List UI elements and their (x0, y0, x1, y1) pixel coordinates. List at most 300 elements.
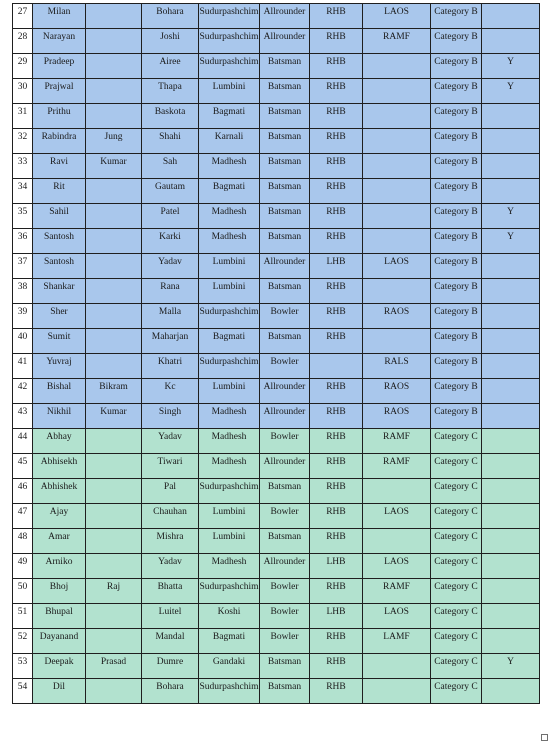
last-name-cell[interactable]: Bhatta (142, 579, 199, 604)
category-cell[interactable]: Category B (431, 229, 482, 254)
batting-style-cell[interactable]: RHB (310, 154, 363, 179)
role-cell[interactable]: Batsman (260, 154, 310, 179)
first-name-cell[interactable]: Bhoj (33, 579, 86, 604)
category-cell[interactable]: Category C (431, 529, 482, 554)
role-cell[interactable]: Batsman (260, 279, 310, 304)
flag-cell[interactable] (482, 29, 540, 54)
first-name-cell[interactable]: Abhisekh (33, 454, 86, 479)
flag-cell[interactable]: Y (482, 204, 540, 229)
table-row (13, 129, 540, 154)
province-cell[interactable]: Madhesh (199, 154, 260, 179)
batting-style-cell[interactable] (310, 354, 363, 379)
category-cell[interactable]: Category B (431, 329, 482, 354)
flag-cell[interactable] (482, 179, 540, 204)
last-name-cell[interactable]: Yadav (142, 554, 199, 579)
province-cell[interactable]: Lumbini (199, 529, 260, 554)
role-cell[interactable]: Allrounder (260, 254, 310, 279)
first-name-cell[interactable]: Yuvraj (33, 354, 86, 379)
province-cell[interactable]: Sudurpashchim (199, 4, 260, 29)
bowling-style-cell[interactable]: LAMF (363, 629, 431, 654)
province-cell[interactable]: Lumbini (199, 79, 260, 104)
role-cell[interactable]: Allrounder (260, 554, 310, 579)
role-cell[interactable]: Batsman (260, 229, 310, 254)
flag-cell[interactable] (482, 404, 540, 429)
category-cell[interactable]: Category B (431, 104, 482, 129)
middle-name-cell[interactable] (86, 329, 142, 354)
role-cell[interactable]: Allrounder (260, 404, 310, 429)
bowling-style-cell[interactable] (363, 229, 431, 254)
category-cell[interactable]: Category B (431, 354, 482, 379)
role-cell[interactable]: Allrounder (260, 454, 310, 479)
flag-cell[interactable] (482, 104, 540, 129)
flag-cell[interactable]: Y (482, 54, 540, 79)
category-cell[interactable]: Category C (431, 554, 482, 579)
flag-cell[interactable] (482, 454, 540, 479)
table-row (13, 554, 540, 579)
batting-style-cell[interactable]: RHB (310, 204, 363, 229)
batting-style-cell[interactable]: RHB (310, 404, 363, 429)
row-number-cell[interactable]: 32 (13, 129, 33, 154)
middle-name-cell[interactable]: Jung (86, 129, 142, 154)
role-cell[interactable]: Batsman (260, 54, 310, 79)
row-number-cell[interactable]: 51 (13, 604, 33, 629)
batting-style-cell[interactable]: RHB (310, 504, 363, 529)
flag-cell[interactable] (482, 554, 540, 579)
role-cell[interactable]: Bowler (260, 354, 310, 379)
flag-cell[interactable]: Y (482, 79, 540, 104)
flag-cell[interactable] (482, 629, 540, 654)
province-cell[interactable]: Madhesh (199, 229, 260, 254)
bowling-style-cell[interactable] (363, 679, 431, 704)
first-name-cell[interactable]: Deepak (33, 654, 86, 679)
bowling-style-cell[interactable] (363, 479, 431, 504)
role-cell[interactable]: Allrounder (260, 379, 310, 404)
last-name-cell[interactable]: Karki (142, 229, 199, 254)
last-name-cell[interactable]: Patel (142, 204, 199, 229)
middle-name-cell[interactable] (86, 504, 142, 529)
row-number-cell[interactable]: 46 (13, 479, 33, 504)
table-row (13, 4, 540, 29)
last-name-cell[interactable]: Mishra (142, 529, 199, 554)
role-cell[interactable]: Allrounder (260, 29, 310, 54)
row-number-cell[interactable]: 47 (13, 504, 33, 529)
province-cell[interactable]: Lumbini (199, 279, 260, 304)
flag-cell[interactable] (482, 329, 540, 354)
category-cell[interactable]: Category B (431, 129, 482, 154)
province-cell[interactable]: Lumbini (199, 504, 260, 529)
row-number-cell[interactable]: 39 (13, 304, 33, 329)
bowling-style-cell[interactable]: RAMF (363, 579, 431, 604)
last-name-cell[interactable]: Pal (142, 479, 199, 504)
last-name-cell[interactable]: Bohara (142, 679, 199, 704)
first-name-cell[interactable]: Sumit (33, 329, 86, 354)
flag-cell[interactable] (482, 154, 540, 179)
province-cell[interactable]: Karnali (199, 129, 260, 154)
role-cell[interactable]: Batsman (260, 79, 310, 104)
flag-cell[interactable] (482, 604, 540, 629)
first-name-cell[interactable]: Ravi (33, 154, 86, 179)
middle-name-cell[interactable]: Kumar (86, 404, 142, 429)
batting-style-cell[interactable]: RHB (310, 429, 363, 454)
row-number-cell[interactable]: 34 (13, 179, 33, 204)
row-number-cell[interactable]: 31 (13, 104, 33, 129)
row-number-cell[interactable]: 38 (13, 279, 33, 304)
first-name-cell[interactable]: Prajwal (33, 79, 86, 104)
category-cell[interactable]: Category B (431, 254, 482, 279)
row-number-cell[interactable]: 36 (13, 229, 33, 254)
province-cell[interactable]: Bagmati (199, 329, 260, 354)
category-cell[interactable]: Category C (431, 579, 482, 604)
middle-name-cell[interactable]: Kumar (86, 154, 142, 179)
province-cell[interactable]: Madhesh (199, 554, 260, 579)
row-number-cell[interactable]: 35 (13, 204, 33, 229)
table-row (13, 104, 540, 129)
last-name-cell[interactable]: Yadav (142, 254, 199, 279)
bowling-style-cell[interactable] (363, 279, 431, 304)
flag-cell[interactable] (482, 529, 540, 554)
role-cell[interactable]: Bowler (260, 579, 310, 604)
middle-name-cell[interactable] (86, 304, 142, 329)
table-row (13, 354, 540, 379)
first-name-cell[interactable]: Santosh (33, 229, 86, 254)
flag-cell[interactable] (482, 579, 540, 604)
category-cell[interactable]: Category C (431, 604, 482, 629)
middle-name-cell[interactable] (86, 479, 142, 504)
row-number-cell[interactable]: 29 (13, 54, 33, 79)
middle-name-cell[interactable] (86, 554, 142, 579)
middle-name-cell[interactable] (86, 354, 142, 379)
flag-cell[interactable] (482, 379, 540, 404)
flag-cell[interactable] (482, 429, 540, 454)
last-name-cell[interactable]: Bohara (142, 4, 199, 29)
bowling-style-cell[interactable]: RAOS (363, 404, 431, 429)
last-name-cell[interactable]: Kc (142, 379, 199, 404)
last-name-cell[interactable]: Joshi (142, 29, 199, 54)
role-cell[interactable]: Batsman (260, 329, 310, 354)
batting-style-cell[interactable]: RHB (310, 129, 363, 154)
role-cell[interactable]: Batsman (260, 204, 310, 229)
last-name-cell[interactable]: Rana (142, 279, 199, 304)
province-cell[interactable]: Sudurpashchim (199, 304, 260, 329)
row-number-cell[interactable]: 49 (13, 554, 33, 579)
bowling-style-cell[interactable]: LAOS (363, 604, 431, 629)
category-cell[interactable]: Category B (431, 79, 482, 104)
province-cell[interactable]: Lumbini (199, 379, 260, 404)
flag-cell[interactable] (482, 129, 540, 154)
table-row (13, 629, 540, 654)
batting-style-cell[interactable]: RHB (310, 329, 363, 354)
middle-name-cell[interactable] (86, 454, 142, 479)
middle-name-cell[interactable] (86, 4, 142, 29)
role-cell[interactable]: Allrounder (260, 4, 310, 29)
last-name-cell[interactable]: Chauhan (142, 504, 199, 529)
first-name-cell[interactable]: Rit (33, 179, 86, 204)
first-name-cell[interactable]: Milan (33, 4, 86, 29)
batting-style-cell[interactable]: RHB (310, 54, 363, 79)
bowling-style-cell[interactable] (363, 529, 431, 554)
batting-style-cell[interactable]: RHB (310, 379, 363, 404)
batting-style-cell[interactable]: LHB (310, 554, 363, 579)
batting-style-cell[interactable]: RHB (310, 304, 363, 329)
row-number-cell[interactable]: 30 (13, 79, 33, 104)
batting-style-cell[interactable]: RHB (310, 679, 363, 704)
middle-name-cell[interactable]: Prasad (86, 654, 142, 679)
row-number-cell[interactable]: 50 (13, 579, 33, 604)
bowling-style-cell[interactable] (363, 104, 431, 129)
table-row (13, 579, 540, 604)
row-number-cell[interactable]: 42 (13, 379, 33, 404)
row-number-cell[interactable]: 41 (13, 354, 33, 379)
first-name-cell[interactable]: Narayan (33, 29, 86, 54)
flag-cell[interactable]: Y (482, 654, 540, 679)
bowling-style-cell[interactable]: RAOS (363, 379, 431, 404)
row-number-cell[interactable]: 37 (13, 254, 33, 279)
table-row (13, 204, 540, 229)
batting-style-cell[interactable]: RHB (310, 454, 363, 479)
first-name-cell[interactable]: Sher (33, 304, 86, 329)
bowling-style-cell[interactable]: RAMF (363, 29, 431, 54)
category-cell[interactable]: Category C (431, 479, 482, 504)
batting-style-cell[interactable]: RHB (310, 279, 363, 304)
last-name-cell[interactable]: Airee (142, 54, 199, 79)
first-name-cell[interactable]: Ajay (33, 504, 86, 529)
first-name-cell[interactable]: Arniko (33, 554, 86, 579)
middle-name-cell[interactable] (86, 54, 142, 79)
row-number-cell[interactable]: 48 (13, 529, 33, 554)
batting-style-cell[interactable]: RHB (310, 579, 363, 604)
first-name-cell[interactable]: Prithu (33, 104, 86, 129)
province-cell[interactable]: Bagmati (199, 104, 260, 129)
middle-name-cell[interactable] (86, 29, 142, 54)
batting-style-cell[interactable]: RHB (310, 4, 363, 29)
first-name-cell[interactable]: Bhupal (33, 604, 86, 629)
bowling-style-cell[interactable]: RAOS (363, 304, 431, 329)
last-name-cell[interactable]: Yadav (142, 429, 199, 454)
category-cell[interactable]: Category B (431, 204, 482, 229)
middle-name-cell[interactable] (86, 79, 142, 104)
flag-cell[interactable] (482, 4, 540, 29)
flag-cell[interactable] (482, 504, 540, 529)
first-name-cell[interactable]: Abhay (33, 429, 86, 454)
province-cell[interactable]: Bagmati (199, 629, 260, 654)
province-cell[interactable]: Sudurpashchim (199, 479, 260, 504)
province-cell[interactable]: Sudurpashchim (199, 29, 260, 54)
province-cell[interactable]: Lumbini (199, 254, 260, 279)
category-cell[interactable]: Category B (431, 304, 482, 329)
first-name-cell[interactable]: Amar (33, 529, 86, 554)
middle-name-cell[interactable]: Raj (86, 579, 142, 604)
middle-name-cell[interactable] (86, 529, 142, 554)
last-name-cell[interactable]: Tiwari (142, 454, 199, 479)
category-cell[interactable]: Category B (431, 404, 482, 429)
row-number-cell[interactable]: 43 (13, 404, 33, 429)
first-name-cell[interactable]: Rabindra (33, 129, 86, 154)
table-row (13, 179, 540, 204)
province-cell[interactable]: Madhesh (199, 429, 260, 454)
row-number-cell[interactable]: 44 (13, 429, 33, 454)
first-name-cell[interactable]: Nikhil (33, 404, 86, 429)
batting-style-cell[interactable]: LHB (310, 604, 363, 629)
province-cell[interactable]: Sudurpashchim (199, 579, 260, 604)
table-row (13, 254, 540, 279)
middle-name-cell[interactable] (86, 104, 142, 129)
role-cell[interactable]: Batsman (260, 679, 310, 704)
row-number-cell[interactable]: 52 (13, 629, 33, 654)
bowling-style-cell[interactable]: LAOS (363, 554, 431, 579)
bowling-style-cell[interactable] (363, 54, 431, 79)
bowling-style-cell[interactable]: LAOS (363, 504, 431, 529)
last-name-cell[interactable]: Baskota (142, 104, 199, 129)
table-row (13, 79, 540, 104)
middle-name-cell[interactable] (86, 604, 142, 629)
row-number-cell[interactable]: 40 (13, 329, 33, 354)
row-number-cell[interactable]: 45 (13, 454, 33, 479)
province-cell[interactable]: Madhesh (199, 404, 260, 429)
last-name-cell[interactable]: Khatri (142, 354, 199, 379)
row-number-cell[interactable]: 28 (13, 29, 33, 54)
role-cell[interactable]: Bowler (260, 304, 310, 329)
bowling-style-cell[interactable] (363, 179, 431, 204)
flag-cell[interactable]: Y (482, 229, 540, 254)
category-cell[interactable]: Category B (431, 4, 482, 29)
first-name-cell[interactable]: Bishal (33, 379, 86, 404)
role-cell[interactable]: Batsman (260, 529, 310, 554)
category-cell[interactable]: Category C (431, 504, 482, 529)
flag-cell[interactable] (482, 279, 540, 304)
bowling-style-cell[interactable] (363, 129, 431, 154)
middle-name-cell[interactable] (86, 229, 142, 254)
last-name-cell[interactable]: Maharjan (142, 329, 199, 354)
first-name-cell[interactable]: Abhishek (33, 479, 86, 504)
middle-name-cell[interactable] (86, 254, 142, 279)
category-cell[interactable]: Category C (431, 629, 482, 654)
province-cell[interactable]: Sudurpashchim (199, 54, 260, 79)
first-name-cell[interactable]: Dil (33, 679, 86, 704)
middle-name-cell[interactable] (86, 279, 142, 304)
category-cell[interactable]: Category B (431, 379, 482, 404)
bowling-style-cell[interactable]: LAOS (363, 4, 431, 29)
flag-cell[interactable] (482, 479, 540, 504)
batting-style-cell[interactable]: RHB (310, 104, 363, 129)
role-cell[interactable]: Batsman (260, 129, 310, 154)
document-page (12, 3, 540, 704)
middle-name-cell[interactable] (86, 204, 142, 229)
bowling-style-cell[interactable] (363, 79, 431, 104)
batting-style-cell[interactable]: RHB (310, 29, 363, 54)
batting-style-cell[interactable]: RHB (310, 179, 363, 204)
bowling-style-cell[interactable]: RALS (363, 354, 431, 379)
role-cell[interactable]: Batsman (260, 179, 310, 204)
middle-name-cell[interactable] (86, 429, 142, 454)
bowling-style-cell[interactable] (363, 654, 431, 679)
category-cell[interactable]: Category B (431, 279, 482, 304)
batting-style-cell[interactable]: RHB (310, 229, 363, 254)
flag-cell[interactable] (482, 354, 540, 379)
last-name-cell[interactable]: Luitel (142, 604, 199, 629)
row-number-cell[interactable]: 27 (13, 4, 33, 29)
category-cell[interactable]: Category B (431, 29, 482, 54)
table-row (13, 529, 540, 554)
batting-style-cell[interactable]: LHB (310, 254, 363, 279)
role-cell[interactable]: Batsman (260, 479, 310, 504)
last-name-cell[interactable]: Malla (142, 304, 199, 329)
first-name-cell[interactable]: Sahil (33, 204, 86, 229)
last-name-cell[interactable]: Gautam (142, 179, 199, 204)
category-cell[interactable]: Category C (431, 679, 482, 704)
batting-style-cell[interactable]: RHB (310, 529, 363, 554)
category-cell[interactable]: Category B (431, 154, 482, 179)
role-cell[interactable]: Batsman (260, 104, 310, 129)
province-cell[interactable]: Sudurpashchim (199, 679, 260, 704)
role-cell[interactable]: Bowler (260, 504, 310, 529)
row-number-cell[interactable]: 53 (13, 654, 33, 679)
table-row (13, 454, 540, 479)
category-cell[interactable]: Category C (431, 454, 482, 479)
province-cell[interactable]: Madhesh (199, 204, 260, 229)
batting-style-cell[interactable]: RHB (310, 654, 363, 679)
bowling-style-cell[interactable] (363, 329, 431, 354)
first-name-cell[interactable]: Santosh (33, 254, 86, 279)
province-cell[interactable]: Bagmati (199, 179, 260, 204)
bowling-style-cell[interactable]: RAMF (363, 454, 431, 479)
role-cell[interactable]: Batsman (260, 654, 310, 679)
category-cell[interactable]: Category B (431, 54, 482, 79)
middle-name-cell[interactable]: Bikram (86, 379, 142, 404)
middle-name-cell[interactable] (86, 629, 142, 654)
player-table (12, 3, 540, 704)
role-cell[interactable]: Bowler (260, 604, 310, 629)
role-cell[interactable]: Bowler (260, 429, 310, 454)
bowling-style-cell[interactable]: RAMF (363, 429, 431, 454)
table-resize-handle[interactable] (541, 734, 548, 741)
flag-cell[interactable] (482, 679, 540, 704)
province-cell[interactable]: Gandaki (199, 654, 260, 679)
row-number-cell[interactable]: 33 (13, 154, 33, 179)
last-name-cell[interactable]: Mandal (142, 629, 199, 654)
province-cell[interactable]: Sudurpashchim (199, 354, 260, 379)
last-name-cell[interactable]: Sah (142, 154, 199, 179)
table-row (13, 379, 540, 404)
row-number-cell[interactable]: 54 (13, 679, 33, 704)
last-name-cell[interactable]: Shahi (142, 129, 199, 154)
bowling-style-cell[interactable] (363, 204, 431, 229)
batting-style-cell[interactable]: RHB (310, 629, 363, 654)
middle-name-cell[interactable] (86, 179, 142, 204)
first-name-cell[interactable]: Pradeep (33, 54, 86, 79)
batting-style-cell[interactable]: RHB (310, 479, 363, 504)
first-name-cell[interactable]: Shankar (33, 279, 86, 304)
province-cell[interactable]: Koshi (199, 604, 260, 629)
table-row (13, 404, 540, 429)
bowling-style-cell[interactable] (363, 154, 431, 179)
category-cell[interactable]: Category C (431, 429, 482, 454)
last-name-cell[interactable]: Dumre (142, 654, 199, 679)
last-name-cell[interactable]: Singh (142, 404, 199, 429)
role-cell[interactable]: Bowler (260, 629, 310, 654)
flag-cell[interactable] (482, 254, 540, 279)
middle-name-cell[interactable] (86, 679, 142, 704)
flag-cell[interactable] (482, 304, 540, 329)
category-cell[interactable]: Category C (431, 654, 482, 679)
batting-style-cell[interactable]: RHB (310, 79, 363, 104)
table-row (13, 329, 540, 354)
bowling-style-cell[interactable]: LAOS (363, 254, 431, 279)
first-name-cell[interactable]: Dayanand (33, 629, 86, 654)
last-name-cell[interactable]: Thapa (142, 79, 199, 104)
table-row (13, 679, 540, 704)
category-cell[interactable]: Category B (431, 179, 482, 204)
province-cell[interactable]: Madhesh (199, 454, 260, 479)
